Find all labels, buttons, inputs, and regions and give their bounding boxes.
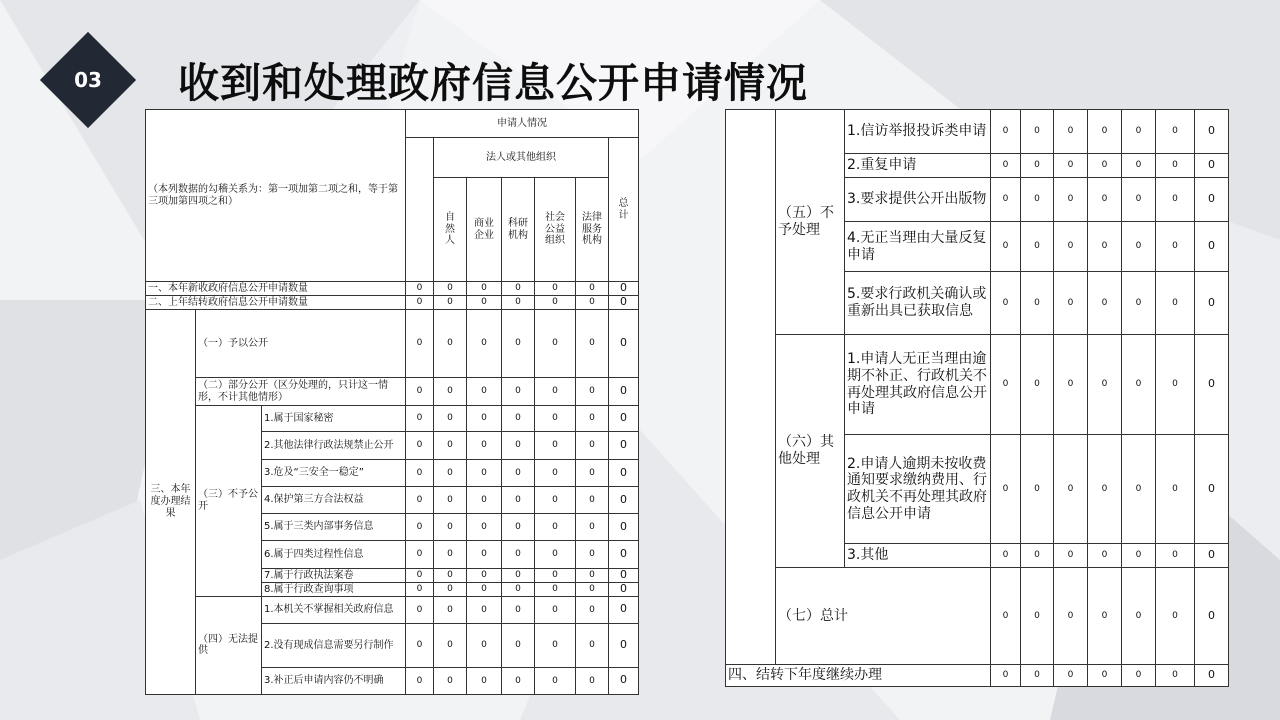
header-social-welfare: [535, 178, 576, 282]
value-cell: 0: [1122, 335, 1156, 435]
value-cell: 0: [535, 296, 576, 310]
value-cell: 0: [535, 432, 576, 460]
row-label: 6.属于四类过程性信息: [262, 541, 406, 569]
value-cell: 0: [467, 514, 502, 541]
value-cell: 0: [576, 623, 609, 667]
row-label: （二）部分公开（区分处理的，只计这一情形，不计其他情形）: [196, 378, 406, 406]
value-cell: 0: [1021, 568, 1054, 665]
value-cell: 0: [434, 514, 467, 541]
value-cell: 0: [406, 487, 434, 514]
value-cell: 0: [1088, 335, 1122, 435]
value-cell: 0: [467, 487, 502, 514]
total-value-cell: 0: [609, 596, 639, 623]
value-cell: 0: [535, 582, 576, 596]
value-cell: 0: [434, 460, 467, 487]
value-cell: 0: [1054, 110, 1088, 154]
row-label: 7.属于行政执法案卷: [262, 569, 406, 583]
row-label: 1.本机关不掌握相关政府信息: [262, 596, 406, 623]
total-value-cell: 0: [1195, 335, 1229, 435]
value-cell: 0: [406, 406, 434, 432]
value-cell: 0: [502, 432, 535, 460]
value-cell: 0: [434, 406, 467, 432]
value-cell: 0: [467, 582, 502, 596]
page-title: 收到和处理政府信息公开申请情况: [178, 59, 808, 107]
value-cell: 0: [434, 623, 467, 667]
row-label: 1.申请人无正当理由逾期不补正、行政机关不再处理其政府信息公开申请: [845, 335, 991, 435]
value-cell: 0: [1088, 222, 1122, 272]
value-cell: 0: [1156, 178, 1195, 222]
value-cell: 0: [1156, 665, 1195, 687]
row-label: 2.重复申请: [845, 154, 991, 178]
right-left-blank: [726, 110, 776, 665]
left-statistics-table: [145, 109, 639, 695]
value-cell: 0: [502, 541, 535, 569]
value-cell: 0: [1054, 568, 1088, 665]
value-cell: 0: [576, 310, 609, 378]
value-cell: 0: [1122, 154, 1156, 178]
total-value-cell: 0: [609, 623, 639, 667]
value-cell: 0: [1156, 272, 1195, 335]
value-cell: 0: [406, 432, 434, 460]
value-cell: 0: [576, 582, 609, 596]
value-cell: 0: [502, 569, 535, 583]
value-cell: 0: [406, 514, 434, 541]
header-total: [609, 138, 639, 282]
group-other-processing-label: （六）其他处理: [776, 335, 845, 568]
row-label: 5.要求行政机关确认或重新出具已获取信息: [845, 272, 991, 335]
header-social-welfare-label: 社会公益组织: [545, 211, 565, 247]
value-cell: 0: [406, 310, 434, 378]
value-cell: 0: [434, 596, 467, 623]
value-cell: 0: [1088, 568, 1122, 665]
value-cell: 0: [1021, 272, 1054, 335]
total-value-cell: 0: [609, 460, 639, 487]
value-cell: 0: [535, 569, 576, 583]
value-cell: 0: [991, 272, 1021, 335]
value-cell: 0: [467, 432, 502, 460]
total-value-cell: 0: [609, 514, 639, 541]
value-cell: 0: [1021, 435, 1054, 544]
value-cell: 0: [991, 335, 1021, 435]
value-cell: 0: [1054, 178, 1088, 222]
row-label: 1.信访举报投诉类申请: [845, 110, 991, 154]
value-cell: 0: [576, 432, 609, 460]
header-research-label: 科研机构: [508, 217, 528, 241]
value-cell: 0: [991, 154, 1021, 178]
value-cell: 0: [1054, 222, 1088, 272]
section-number: 03: [74, 68, 102, 92]
value-cell: 0: [1156, 568, 1195, 665]
value-cell: 0: [434, 569, 467, 583]
value-cell: 0: [991, 568, 1021, 665]
value-cell: 0: [535, 596, 576, 623]
value-cell: 0: [467, 406, 502, 432]
value-cell: 0: [1156, 110, 1195, 154]
total-value-cell: 0: [1195, 178, 1229, 222]
value-cell: 0: [535, 378, 576, 406]
row-label: 4.无正当理由大量反复申请: [845, 222, 991, 272]
row-label: 一、本年新收政府信息公开申请数量: [146, 282, 406, 296]
total-value-cell: 0: [609, 406, 639, 432]
value-cell: 0: [1088, 178, 1122, 222]
value-cell: 0: [1156, 154, 1195, 178]
value-cell: 0: [1122, 272, 1156, 335]
value-cell: 0: [467, 623, 502, 667]
value-cell: 0: [1122, 544, 1156, 568]
value-cell: 0: [1054, 435, 1088, 544]
value-cell: 0: [991, 110, 1021, 154]
value-cell: 0: [502, 667, 535, 694]
value-cell: 0: [991, 222, 1021, 272]
value-cell: 0: [1088, 110, 1122, 154]
header-commercial: [467, 178, 502, 282]
row-label: 3.危及“三安全一稳定”: [262, 460, 406, 487]
value-cell: 0: [576, 406, 609, 432]
value-cell: 0: [406, 541, 434, 569]
value-cell: 0: [576, 667, 609, 694]
row-label: 1.属于国家秘密: [262, 406, 406, 432]
value-cell: 0: [467, 282, 502, 296]
header-research: [502, 178, 535, 282]
row-label: 二、上年结转政府信息公开申请数量: [146, 296, 406, 310]
header-legal-service-label: 法律服务机构: [582, 211, 602, 247]
value-cell: 0: [1122, 435, 1156, 544]
group-results-label: 三、本年度办理结果: [146, 310, 196, 695]
value-cell: 0: [406, 623, 434, 667]
header-legal-entities: 法人或其他组织: [434, 138, 609, 178]
value-cell: 0: [576, 569, 609, 583]
value-cell: 0: [434, 282, 467, 296]
value-cell: 0: [502, 310, 535, 378]
row-label: 2.申请人逾期未按收费通知要求缴纳费用、行政机关不再处理其政府信息公开申请: [845, 435, 991, 544]
total-value-cell: 0: [1195, 154, 1229, 178]
value-cell: 0: [406, 282, 434, 296]
value-cell: 0: [467, 460, 502, 487]
value-cell: 0: [576, 487, 609, 514]
value-cell: 0: [1122, 222, 1156, 272]
value-cell: 0: [502, 460, 535, 487]
value-cell: 0: [576, 541, 609, 569]
header-natural-person-label: 自然人: [445, 211, 455, 247]
value-cell: 0: [1122, 665, 1156, 687]
value-cell: 0: [1021, 110, 1054, 154]
total-value-cell: 0: [1195, 110, 1229, 154]
value-cell: 0: [1088, 435, 1122, 544]
value-cell: 0: [991, 665, 1021, 687]
row-label: （七）总计: [776, 568, 991, 665]
value-cell: 0: [434, 310, 467, 378]
value-cell: 0: [1021, 544, 1054, 568]
value-cell: 0: [434, 487, 467, 514]
value-cell: 0: [535, 541, 576, 569]
value-cell: 0: [1122, 178, 1156, 222]
value-cell: 0: [1054, 544, 1088, 568]
value-cell: 0: [406, 582, 434, 596]
value-cell: 0: [502, 282, 535, 296]
value-cell: 0: [502, 296, 535, 310]
value-cell: 0: [434, 667, 467, 694]
total-value-cell: 0: [609, 310, 639, 378]
header-legal-service: [576, 178, 609, 282]
value-cell: 0: [467, 569, 502, 583]
value-cell: 0: [576, 378, 609, 406]
value-cell: 0: [1054, 154, 1088, 178]
value-cell: 0: [1088, 154, 1122, 178]
value-cell: 0: [467, 667, 502, 694]
value-cell: 0: [1054, 335, 1088, 435]
value-cell: 0: [1021, 222, 1054, 272]
value-cell: 0: [434, 541, 467, 569]
value-cell: 0: [467, 310, 502, 378]
header-natural-person: [434, 178, 467, 282]
value-cell: 0: [535, 667, 576, 694]
value-cell: 0: [535, 282, 576, 296]
value-cell: 0: [434, 582, 467, 596]
value-cell: 0: [502, 596, 535, 623]
value-cell: 0: [434, 296, 467, 310]
value-cell: 0: [535, 406, 576, 432]
row-label: 2.没有现成信息需要另行制作: [262, 623, 406, 667]
value-cell: 0: [406, 378, 434, 406]
value-cell: 0: [576, 282, 609, 296]
value-cell: 0: [576, 596, 609, 623]
row-label: 3.其他: [845, 544, 991, 568]
value-cell: 0: [406, 460, 434, 487]
row-label: 4.保护第三方合法权益: [262, 487, 406, 514]
value-cell: 0: [1021, 335, 1054, 435]
value-cell: 0: [467, 596, 502, 623]
value-cell: 0: [535, 487, 576, 514]
total-value-cell: 0: [609, 282, 639, 296]
value-cell: 0: [502, 487, 535, 514]
value-cell: 0: [434, 432, 467, 460]
value-cell: 0: [1156, 222, 1195, 272]
value-cell: 0: [502, 623, 535, 667]
row-label: 2.其他法律行政法规禁止公开: [262, 432, 406, 460]
value-cell: 0: [467, 296, 502, 310]
value-cell: 0: [1122, 110, 1156, 154]
total-value-cell: 0: [609, 667, 639, 694]
value-cell: 0: [406, 296, 434, 310]
value-cell: 0: [434, 378, 467, 406]
section-badge: [40, 32, 136, 128]
total-value-cell: 0: [1195, 435, 1229, 544]
row-label: 3.补正后申请内容仍不明确: [262, 667, 406, 694]
total-value-cell: 0: [609, 582, 639, 596]
row-label: 四、结转下年度继续办理: [726, 665, 991, 687]
value-cell: 0: [535, 623, 576, 667]
row-label: 3.要求提供公开出版物: [845, 178, 991, 222]
total-value-cell: 0: [1195, 665, 1229, 687]
header-applicant-situation: 申请人情况: [406, 110, 639, 138]
value-cell: 0: [991, 435, 1021, 544]
value-cell: 0: [1021, 665, 1054, 687]
value-cell: 0: [535, 460, 576, 487]
header-total-label: 总计: [618, 197, 629, 221]
group-not-open-label: （三）不予公开: [196, 406, 262, 597]
row-label: 5.属于三类内部事务信息: [262, 514, 406, 541]
value-cell: 0: [991, 178, 1021, 222]
total-value-cell: 0: [1195, 272, 1229, 335]
value-cell: 0: [1088, 544, 1122, 568]
value-cell: 0: [1021, 178, 1054, 222]
value-cell: 0: [502, 514, 535, 541]
row-label: 8.属于行政查询事项: [262, 582, 406, 596]
header-blank: [406, 138, 434, 282]
value-cell: 0: [1088, 665, 1122, 687]
value-cell: 0: [991, 544, 1021, 568]
value-cell: 0: [406, 569, 434, 583]
total-value-cell: 0: [609, 569, 639, 583]
value-cell: 0: [576, 296, 609, 310]
value-cell: 0: [406, 667, 434, 694]
value-cell: 0: [467, 378, 502, 406]
value-cell: 0: [406, 596, 434, 623]
header-commercial-label: 商业企业: [474, 217, 494, 241]
value-cell: 0: [1054, 272, 1088, 335]
header-note: （本列数据的勾稽关系为：第一项加第二项之和，等于第三项加第四项之和）: [146, 110, 406, 282]
value-cell: 0: [535, 310, 576, 378]
total-value-cell: 0: [1195, 544, 1229, 568]
group-not-processed-label: （五）不予处理: [776, 110, 845, 335]
value-cell: 0: [1054, 665, 1088, 687]
value-cell: 0: [1021, 154, 1054, 178]
total-value-cell: 0: [1195, 222, 1229, 272]
right-statistics-table: [725, 109, 1229, 687]
value-cell: 0: [1122, 568, 1156, 665]
value-cell: 0: [467, 541, 502, 569]
value-cell: 0: [576, 460, 609, 487]
row-label: （一）予以公开: [196, 310, 406, 378]
value-cell: 0: [1156, 335, 1195, 435]
value-cell: 0: [1156, 435, 1195, 544]
value-cell: 0: [1088, 272, 1122, 335]
total-value-cell: 0: [609, 432, 639, 460]
group-unable-label: （四）无法提供: [196, 596, 262, 694]
value-cell: 0: [502, 378, 535, 406]
total-value-cell: 0: [609, 296, 639, 310]
value-cell: 0: [535, 514, 576, 541]
total-value-cell: 0: [1195, 568, 1229, 665]
total-value-cell: 0: [609, 487, 639, 514]
total-value-cell: 0: [609, 541, 639, 569]
value-cell: 0: [576, 514, 609, 541]
value-cell: 0: [1156, 544, 1195, 568]
value-cell: 0: [502, 406, 535, 432]
value-cell: 0: [502, 582, 535, 596]
total-value-cell: 0: [609, 378, 639, 406]
